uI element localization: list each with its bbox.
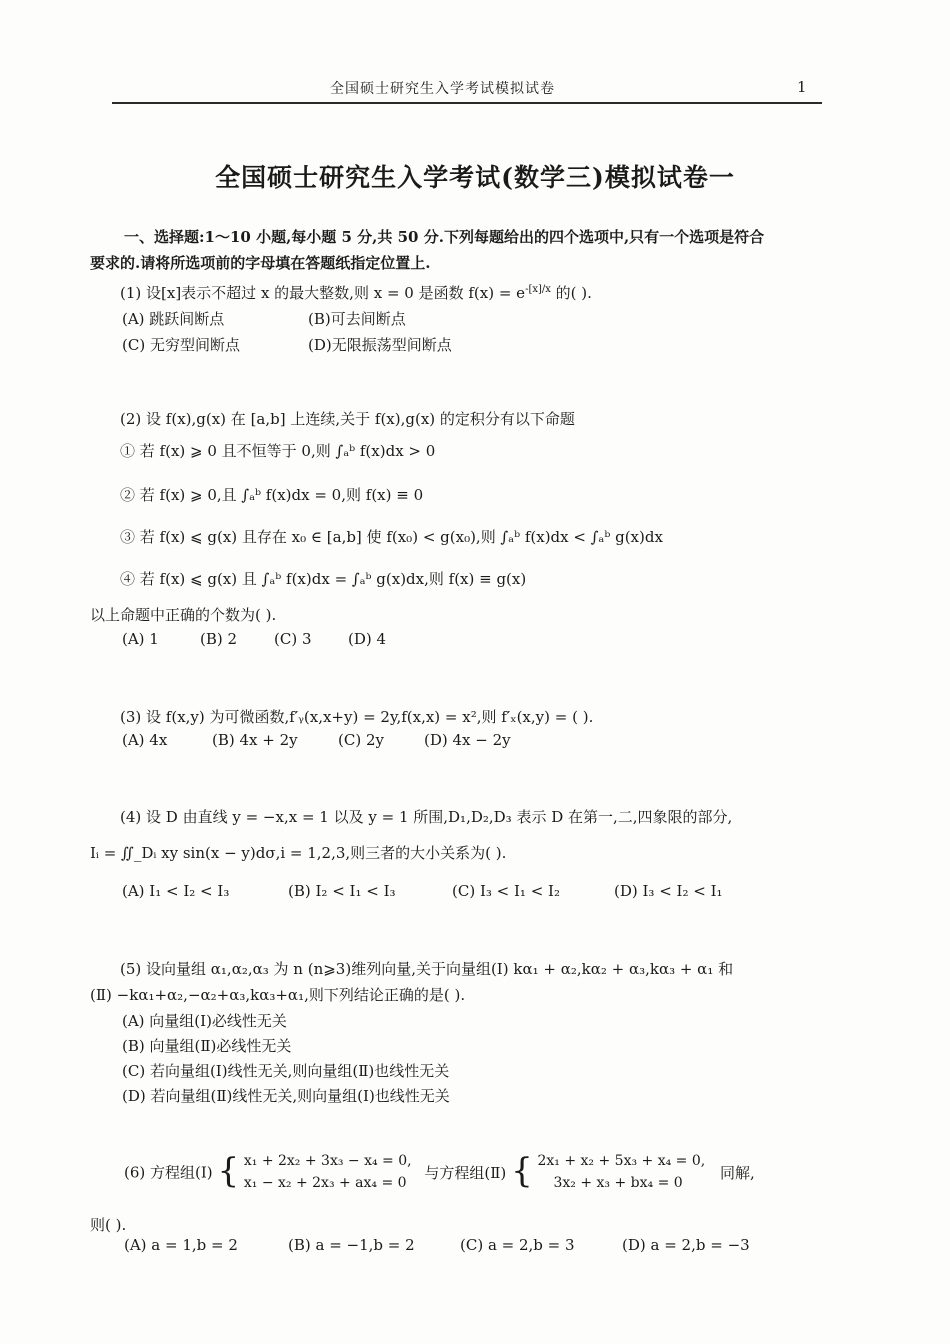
- q6-option-a: (A) a = 1,b = 2: [124, 1236, 238, 1254]
- q4-option-a: (A) I₁ < I₂ < I₃: [122, 882, 230, 900]
- q2-proposition-2: ② 若 f(x) ⩾ 0,且 ∫ₐᵇ f(x)dx = 0,则 f(x) ≡ 0: [120, 486, 424, 504]
- q4-option-c: (C) I₃ < I₁ < I₂: [452, 882, 560, 900]
- q6-sys1-eq1: x₁ + 2x₂ + 3x₃ − x₄ = 0,: [243, 1153, 412, 1169]
- q5-option-d: (D) 若向量组(Ⅱ)线性无关,则向量组(Ⅰ)也线性无关: [122, 1087, 450, 1105]
- q6-option-c: (C) a = 2,b = 3: [460, 1236, 575, 1254]
- q5-option-c: (C) 若向量组(Ⅰ)线性无关,则向量组(Ⅱ)也线性无关: [122, 1062, 450, 1080]
- q2-option-a: (A) 1: [122, 630, 159, 648]
- question-4-line2: Iᵢ = ∬_Dᵢ xy sin(x − y)dσ,i = 1,2,3,则三者的大小关系为( ).: [90, 844, 507, 862]
- running-header: 全国硕士研究生入学考试模拟试卷: [330, 81, 555, 97]
- q1-option-c: (C) 无穷型间断点: [122, 336, 240, 354]
- q2-option-b: (B) 2: [200, 630, 238, 648]
- q6-brace-1: {: [217, 1151, 240, 1191]
- q2-tail: 以上命题中正确的个数为( ).: [90, 606, 277, 624]
- q6-tail: 则( ).: [90, 1216, 127, 1234]
- q3-option-d: (D) 4x − 2y: [424, 731, 511, 749]
- page-number: 1: [797, 78, 807, 96]
- q6-sys1-eq2: x₁ − x₂ + 2x₃ + ax₄ = 0: [243, 1175, 407, 1191]
- question-4-line1: (4) 设 D 由直线 y = −x,x = 1 以及 y = 1 所围,D₁,D₂,D₃ 表示 D 在第一,二,四象限的部分,: [120, 808, 733, 826]
- question-5-line2: (Ⅱ) −kα₁+α₂,−α₂+α₃,kα₃+α₁,则下列结论正确的是( ).: [90, 986, 466, 1004]
- q6-system-2: [537, 1150, 705, 1194]
- q3-option-a: (A) 4x: [122, 731, 168, 749]
- q3-option-b: (B) 4x + 2y: [212, 731, 298, 749]
- section-instruction-line1: 一、选择题:1～10 小题,每小题 5 分,共 50 分.下列每题给出的四个选项中,只有一个选项是符合: [124, 228, 765, 246]
- q6-system-1: [244, 1150, 412, 1194]
- q6-sys2-eq2: 3x₂ + x₃ + bx₄ = 0: [553, 1175, 683, 1191]
- q1-stem-text: (1) 设[x]表示不超过 x 的最大整数,则 x = 0 是函数 f(x) = e: [120, 284, 526, 302]
- header-rule: [112, 102, 822, 104]
- q2-option-d: (D) 4: [348, 630, 387, 648]
- q6-sys2-eq1: 2x₁ + x₂ + 5x₃ + x₄ = 0,: [537, 1153, 706, 1169]
- q2-proposition-3: ③ 若 f(x) ⩽ g(x) 且存在 x₀ ∈ [a,b] 使 f(x₀) < g(x₀),则 ∫ₐᵇ f(x)dx < ∫ₐᵇ g(x)dx: [120, 528, 663, 546]
- q2-proposition-1: ① 若 f(x) ⩾ 0 且不恒等于 0,则 ∫ₐᵇ f(x)dx > 0: [120, 442, 436, 460]
- q5-option-b: (B) 向量组(Ⅱ)必线性无关: [122, 1037, 292, 1055]
- page-title: 全国硕士研究生入学考试(数学三)模拟试卷一: [215, 163, 735, 192]
- q6-option-b: (B) a = −1,b = 2: [288, 1236, 415, 1254]
- q1-exponent: -[x]/x: [525, 284, 551, 295]
- q6-mid: 与方程组(Ⅱ): [424, 1163, 507, 1182]
- q5-option-a: (A) 向量组(Ⅰ)必线性无关: [122, 1012, 287, 1030]
- q2-proposition-4: ④ 若 f(x) ⩽ g(x) 且 ∫ₐᵇ f(x)dx = ∫ₐᵇ g(x)dx,则 f(x) ≡ g(x): [120, 570, 527, 588]
- question-2-stem: (2) 设 f(x),g(x) 在 [a,b] 上连续,关于 f(x),g(x) 的定积分有以下命题: [120, 410, 575, 428]
- question-5-line1: (5) 设向量组 α₁,α₂,α₃ 为 n (n⩾3)维列向量,关于向量组(Ⅰ) kα₁ + α₂,kα₂ + α₃,kα₃ + α₁ 和: [120, 960, 734, 978]
- q6-brace-2: {: [511, 1151, 533, 1191]
- section-instruction-line2: 要求的.请将所选项前的字母填在答题纸指定位置上.: [90, 254, 431, 272]
- q4-option-d: (D) I₃ < I₂ < I₁: [614, 882, 723, 900]
- q6-end: 同解,: [720, 1163, 755, 1182]
- q1-option-d: (D)无限振荡型间断点: [308, 336, 452, 354]
- q1-stem-end: 的( ).: [550, 284, 592, 302]
- question-1-stem: [120, 282, 592, 303]
- q1-option-a: (A) 跳跃间断点: [122, 310, 225, 328]
- q6-lead: (6) 方程组(Ⅰ): [124, 1163, 213, 1182]
- q1-option-b: (B)可去间断点: [308, 310, 406, 328]
- q2-option-c: (C) 3: [274, 630, 312, 648]
- q4-option-b: (B) I₂ < I₁ < I₃: [288, 882, 396, 900]
- q3-option-c: (C) 2y: [338, 731, 384, 749]
- question-3-stem: (3) 设 f(x,y) 为可微函数,f′ᵧ(x,x+y) = 2y,f(x,x) = x²,则 f′ₓ(x,y) = ( ).: [120, 708, 594, 726]
- q6-option-d: (D) a = 2,b = −3: [622, 1236, 750, 1254]
- question-6-stem: [124, 1150, 755, 1194]
